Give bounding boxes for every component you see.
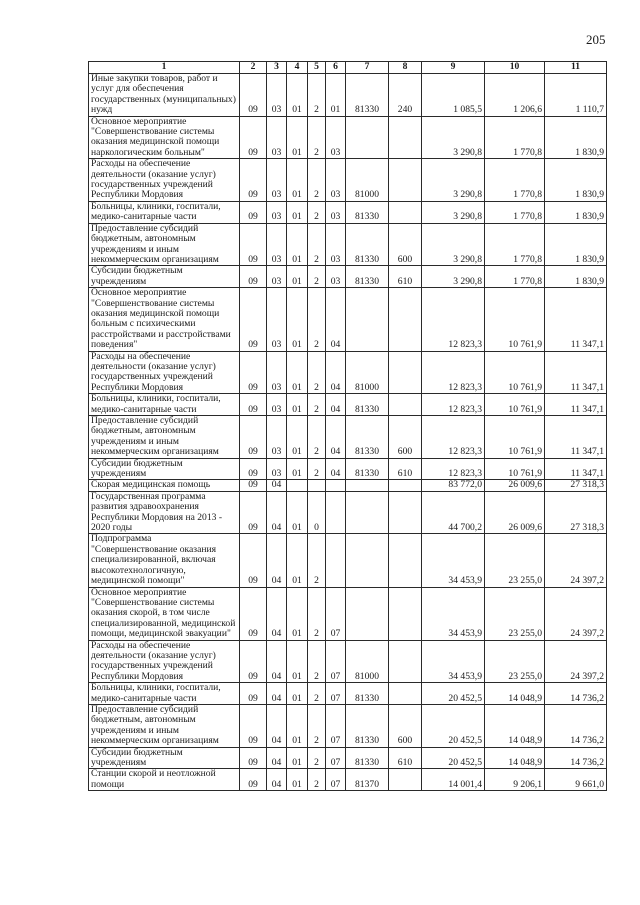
table-row: [89, 159, 607, 202]
direction-code-cell: 81330: [346, 458, 389, 480]
direction-code-cell: 81370: [346, 769, 389, 791]
table-row: [89, 769, 607, 791]
program-code-cell: 01: [287, 458, 308, 480]
amount-col9-cell: 14 001,4: [422, 769, 485, 791]
amount-col9-cell: 83 772,0: [422, 480, 485, 491]
expense-type-code-cell: [389, 491, 422, 534]
subprogram-code-cell: 0: [308, 491, 326, 534]
expense-type-code-cell: 240: [389, 74, 422, 117]
row-name-cell: Субсидии бюджетным учреждениям: [89, 458, 240, 480]
subsection-code-cell: 04: [267, 491, 287, 534]
amount-col10-cell: 9 206,1: [485, 769, 545, 791]
column-header: 6: [326, 62, 346, 74]
section-code-cell: 09: [240, 223, 267, 266]
row-name-cell: Больницы, клиники, госпитали, медико-санитарные части: [89, 201, 240, 223]
table-row: [89, 587, 607, 640]
subprogram-code-cell: 2: [308, 683, 326, 705]
amount-col10-cell: 14 048,9: [485, 683, 545, 705]
table-header-row: [89, 62, 607, 74]
table-row: [89, 266, 607, 288]
amount-col9-cell: 3 290,8: [422, 116, 485, 159]
table-row: [89, 394, 607, 416]
row-name-cell: Расходы на обеспечение деятельности (оказание услуг) государственных учреждений Республики Мордовия: [89, 351, 240, 394]
direction-code-cell: 81330: [346, 266, 389, 288]
direction-code-cell: [346, 288, 389, 351]
table-row: [89, 704, 607, 747]
subprogram-code-cell: 2: [308, 74, 326, 117]
event-code-cell: 07: [326, 747, 346, 769]
table-row: [89, 288, 607, 351]
section-code-cell: 09: [240, 266, 267, 288]
subprogram-code-cell: 2: [308, 534, 326, 587]
direction-code-cell: [346, 491, 389, 534]
subprogram-code-cell: 2: [308, 747, 326, 769]
subprogram-code-cell: [308, 480, 326, 491]
direction-code-cell: [346, 116, 389, 159]
expense-type-code-cell: 610: [389, 747, 422, 769]
row-name-cell: Расходы на обеспечение деятельности (оказание услуг) государственных учреждений Республики Мордовия: [89, 159, 240, 202]
amount-col9-cell: 3 290,8: [422, 266, 485, 288]
expense-type-code-cell: [389, 116, 422, 159]
amount-col11-cell: 11 347,1: [545, 351, 607, 394]
direction-code-cell: 81330: [346, 223, 389, 266]
direction-code-cell: [346, 534, 389, 587]
amount-col10-cell: 23 255,0: [485, 534, 545, 587]
table-row: [89, 491, 607, 534]
expense-type-code-cell: 610: [389, 458, 422, 480]
amount-col11-cell: 27 318,3: [545, 491, 607, 534]
section-code-cell: 09: [240, 159, 267, 202]
event-code-cell: 07: [326, 640, 346, 683]
event-code-cell: 04: [326, 351, 346, 394]
event-code-cell: 03: [326, 116, 346, 159]
amount-col9-cell: 1 085,5: [422, 74, 485, 117]
section-code-cell: 09: [240, 534, 267, 587]
subsection-code-cell: 03: [267, 159, 287, 202]
section-code-cell: 09: [240, 351, 267, 394]
direction-code-cell: 81330: [346, 74, 389, 117]
program-code-cell: [287, 480, 308, 491]
program-code-cell: 01: [287, 351, 308, 394]
subprogram-code-cell: 2: [308, 266, 326, 288]
subsection-code-cell: 03: [267, 394, 287, 416]
program-code-cell: 01: [287, 704, 308, 747]
expense-type-code-cell: 600: [389, 416, 422, 459]
event-code-cell: [326, 534, 346, 587]
row-name-cell: Предоставление субсидий бюджетным, автономным учреждениям и иным некоммерческим организациям: [89, 223, 240, 266]
program-code-cell: 01: [287, 640, 308, 683]
row-name-cell: Предоставление субсидий бюджетным, автономным учреждениям и иным некоммерческим организациям: [89, 416, 240, 459]
program-code-cell: 01: [287, 288, 308, 351]
amount-col10-cell: 23 255,0: [485, 587, 545, 640]
amount-col11-cell: 14 736,2: [545, 683, 607, 705]
event-code-cell: 03: [326, 266, 346, 288]
program-code-cell: 01: [287, 116, 308, 159]
column-header: 5: [308, 62, 326, 74]
table-row: [89, 458, 607, 480]
table-row: [89, 201, 607, 223]
amount-col11-cell: 9 661,0: [545, 769, 607, 791]
table-row: [89, 640, 607, 683]
amount-col9-cell: 34 453,9: [422, 587, 485, 640]
table-row: [89, 116, 607, 159]
subprogram-code-cell: 2: [308, 159, 326, 202]
direction-code-cell: 81330: [346, 416, 389, 459]
amount-col9-cell: 12 823,3: [422, 394, 485, 416]
subprogram-code-cell: 2: [308, 394, 326, 416]
column-header: 8: [389, 62, 422, 74]
event-code-cell: 07: [326, 769, 346, 791]
section-code-cell: 09: [240, 683, 267, 705]
table-row: [89, 534, 607, 587]
amount-col9-cell: 20 452,5: [422, 683, 485, 705]
section-code-cell: 09: [240, 288, 267, 351]
row-name-cell: Основное мероприятие "Совершенствование системы оказания медицинской помощи наркологическим больным": [89, 116, 240, 159]
expense-type-code-cell: [389, 201, 422, 223]
program-code-cell: 01: [287, 491, 308, 534]
subprogram-code-cell: 2: [308, 288, 326, 351]
amount-col9-cell: 3 290,8: [422, 223, 485, 266]
program-code-cell: 01: [287, 683, 308, 705]
expense-type-code-cell: 610: [389, 266, 422, 288]
section-code-cell: 09: [240, 704, 267, 747]
amount-col10-cell: 26 009,6: [485, 491, 545, 534]
program-code-cell: 01: [287, 747, 308, 769]
program-code-cell: 01: [287, 534, 308, 587]
subsection-code-cell: 03: [267, 288, 287, 351]
column-header: 1: [89, 62, 240, 74]
direction-code-cell: 81330: [346, 394, 389, 416]
column-header: 4: [287, 62, 308, 74]
subprogram-code-cell: 2: [308, 587, 326, 640]
amount-col11-cell: 14 736,2: [545, 747, 607, 769]
amount-col9-cell: 12 823,3: [422, 351, 485, 394]
table-row: [89, 223, 607, 266]
direction-code-cell: 81330: [346, 201, 389, 223]
direction-code-cell: 81000: [346, 351, 389, 394]
amount-col10-cell: 10 761,9: [485, 394, 545, 416]
column-header: 7: [346, 62, 389, 74]
amount-col11-cell: 1 110,7: [545, 74, 607, 117]
section-code-cell: 09: [240, 640, 267, 683]
amount-col11-cell: 24 397,2: [545, 640, 607, 683]
table-row: [89, 351, 607, 394]
row-name-cell: Скорая медицинская помощь: [89, 480, 240, 491]
amount-col10-cell: 1 770,8: [485, 266, 545, 288]
program-code-cell: 01: [287, 223, 308, 266]
row-name-cell: Станции скорой и неотложной помощи: [89, 769, 240, 791]
expense-type-code-cell: [389, 683, 422, 705]
amount-col11-cell: 24 397,2: [545, 587, 607, 640]
subsection-code-cell: 04: [267, 769, 287, 791]
amount-col9-cell: 20 452,5: [422, 747, 485, 769]
subprogram-code-cell: 2: [308, 640, 326, 683]
direction-code-cell: [346, 587, 389, 640]
column-header: 2: [240, 62, 267, 74]
amount-col9-cell: 12 823,3: [422, 288, 485, 351]
event-code-cell: 03: [326, 159, 346, 202]
event-code-cell: 04: [326, 288, 346, 351]
event-code-cell: [326, 480, 346, 491]
amount-col10-cell: 1 206,6: [485, 74, 545, 117]
amount-col11-cell: 11 347,1: [545, 288, 607, 351]
amount-col10-cell: 1 770,8: [485, 201, 545, 223]
expense-type-code-cell: [389, 394, 422, 416]
program-code-cell: 01: [287, 769, 308, 791]
expense-type-code-cell: 600: [389, 704, 422, 747]
subsection-code-cell: 03: [267, 74, 287, 117]
subsection-code-cell: 03: [267, 351, 287, 394]
subsection-code-cell: 03: [267, 266, 287, 288]
event-code-cell: 03: [326, 201, 346, 223]
section-code-cell: 09: [240, 416, 267, 459]
section-code-cell: 09: [240, 116, 267, 159]
program-code-cell: 01: [287, 74, 308, 117]
amount-col9-cell: 44 700,2: [422, 491, 485, 534]
program-code-cell: 01: [287, 159, 308, 202]
amount-col10-cell: 1 770,8: [485, 159, 545, 202]
subsection-code-cell: 04: [267, 587, 287, 640]
event-code-cell: 04: [326, 458, 346, 480]
amount-col10-cell: 10 761,9: [485, 351, 545, 394]
row-name-cell: Государственная программа развития здравоохранения Республики Мордовия на 2013 - 2020 годы: [89, 491, 240, 534]
subsection-code-cell: 03: [267, 223, 287, 266]
expense-type-code-cell: [389, 640, 422, 683]
amount-col11-cell: 11 347,1: [545, 458, 607, 480]
section-code-cell: 09: [240, 201, 267, 223]
event-code-cell: 01: [326, 74, 346, 117]
section-code-cell: 09: [240, 491, 267, 534]
amount-col9-cell: 34 453,9: [422, 640, 485, 683]
expense-type-code-cell: [389, 288, 422, 351]
subprogram-code-cell: 2: [308, 116, 326, 159]
subsection-code-cell: 04: [267, 704, 287, 747]
event-code-cell: 07: [326, 704, 346, 747]
expense-type-code-cell: [389, 351, 422, 394]
direction-code-cell: [346, 480, 389, 491]
direction-code-cell: 81000: [346, 159, 389, 202]
amount-col10-cell: 23 255,0: [485, 640, 545, 683]
amount-col9-cell: 12 823,3: [422, 416, 485, 459]
budget-table: [88, 61, 607, 791]
amount-col11-cell: 27 318,3: [545, 480, 607, 491]
amount-col11-cell: 1 830,9: [545, 223, 607, 266]
event-code-cell: [326, 491, 346, 534]
subprogram-code-cell: 2: [308, 223, 326, 266]
direction-code-cell: 81330: [346, 747, 389, 769]
section-code-cell: 09: [240, 458, 267, 480]
row-name-cell: Больницы, клиники, госпитали, медико-санитарные части: [89, 683, 240, 705]
subprogram-code-cell: 2: [308, 769, 326, 791]
amount-col11-cell: 24 397,2: [545, 534, 607, 587]
section-code-cell: 09: [240, 587, 267, 640]
amount-col9-cell: 12 823,3: [422, 458, 485, 480]
direction-code-cell: 81330: [346, 704, 389, 747]
expense-type-code-cell: [389, 534, 422, 587]
page-number: 205: [586, 32, 606, 47]
amount-col11-cell: 14 736,2: [545, 704, 607, 747]
expense-type-code-cell: [389, 480, 422, 491]
program-code-cell: 01: [287, 394, 308, 416]
row-name-cell: Предоставление субсидий бюджетным, автономным учреждениям и иным некоммерческим организациям: [89, 704, 240, 747]
subsection-code-cell: 03: [267, 116, 287, 159]
amount-col10-cell: 26 009,6: [485, 480, 545, 491]
row-name-cell: Субсидии бюджетным учреждениям: [89, 266, 240, 288]
direction-code-cell: 81000: [346, 640, 389, 683]
section-code-cell: 09: [240, 480, 267, 491]
event-code-cell: 07: [326, 587, 346, 640]
row-name-cell: Основное мероприятие "Совершенствование системы оказания скорой, в том числе специализированной, медицинской помощи, медицинской эвакуации": [89, 587, 240, 640]
program-code-cell: 01: [287, 266, 308, 288]
program-code-cell: 01: [287, 587, 308, 640]
row-name-cell: Иные закупки товаров, работ и услуг для обеспечения государственных (муниципальных) нужд: [89, 74, 240, 117]
amount-col10-cell: 14 048,9: [485, 747, 545, 769]
column-header: 10: [485, 62, 545, 74]
expense-type-code-cell: [389, 587, 422, 640]
column-header: 9: [422, 62, 485, 74]
section-code-cell: 09: [240, 394, 267, 416]
column-header: 11: [545, 62, 607, 74]
amount-col10-cell: 1 770,8: [485, 223, 545, 266]
subsection-code-cell: 04: [267, 683, 287, 705]
amount-col11-cell: 1 830,9: [545, 116, 607, 159]
section-code-cell: 09: [240, 74, 267, 117]
table-row: [89, 747, 607, 769]
event-code-cell: 07: [326, 683, 346, 705]
amount-col11-cell: 11 347,1: [545, 416, 607, 459]
table-row: [89, 74, 607, 117]
subprogram-code-cell: 2: [308, 458, 326, 480]
program-code-cell: 01: [287, 201, 308, 223]
direction-code-cell: 81330: [346, 683, 389, 705]
program-code-cell: 01: [287, 416, 308, 459]
table-row: [89, 683, 607, 705]
amount-col11-cell: 11 347,1: [545, 394, 607, 416]
column-header: 3: [267, 62, 287, 74]
subprogram-code-cell: 2: [308, 351, 326, 394]
amount-col9-cell: 34 453,9: [422, 534, 485, 587]
expense-type-code-cell: 600: [389, 223, 422, 266]
row-name-cell: Расходы на обеспечение деятельности (оказание услуг) государственных учреждений Республики Мордовия: [89, 640, 240, 683]
row-name-cell: Субсидии бюджетным учреждениям: [89, 747, 240, 769]
amount-col9-cell: 3 290,8: [422, 201, 485, 223]
row-name-cell: Больницы, клиники, госпитали, медико-санитарные части: [89, 394, 240, 416]
section-code-cell: 09: [240, 747, 267, 769]
subprogram-code-cell: 2: [308, 704, 326, 747]
amount-col11-cell: 1 830,9: [545, 159, 607, 202]
row-name-cell: Основное мероприятие "Совершенствование системы оказания медицинской помощи больным с психическими расстройствами и расстройствами поведения": [89, 288, 240, 351]
subsection-code-cell: 04: [267, 480, 287, 491]
amount-col9-cell: 3 290,8: [422, 159, 485, 202]
table-row: [89, 416, 607, 459]
subsection-code-cell: 03: [267, 416, 287, 459]
amount-col10-cell: 14 048,9: [485, 704, 545, 747]
amount-col10-cell: 10 761,9: [485, 458, 545, 480]
event-code-cell: 04: [326, 394, 346, 416]
subsection-code-cell: 04: [267, 640, 287, 683]
subsection-code-cell: 04: [267, 747, 287, 769]
amount-col11-cell: 1 830,9: [545, 266, 607, 288]
amount-col11-cell: 1 830,9: [545, 201, 607, 223]
subprogram-code-cell: 2: [308, 416, 326, 459]
amount-col10-cell: 10 761,9: [485, 288, 545, 351]
subsection-code-cell: 03: [267, 201, 287, 223]
subprogram-code-cell: 2: [308, 201, 326, 223]
event-code-cell: 04: [326, 416, 346, 459]
amount-col10-cell: 1 770,8: [485, 116, 545, 159]
amount-col9-cell: 20 452,5: [422, 704, 485, 747]
row-name-cell: Подпрограмма "Совершенствование оказания специализированной, включая высокотехнологичную, медицинской помощи": [89, 534, 240, 587]
expense-type-code-cell: [389, 769, 422, 791]
section-code-cell: 09: [240, 769, 267, 791]
table-row: [89, 480, 607, 491]
event-code-cell: 03: [326, 223, 346, 266]
subsection-code-cell: 03: [267, 458, 287, 480]
expense-type-code-cell: [389, 159, 422, 202]
subsection-code-cell: 04: [267, 534, 287, 587]
amount-col10-cell: 10 761,9: [485, 416, 545, 459]
